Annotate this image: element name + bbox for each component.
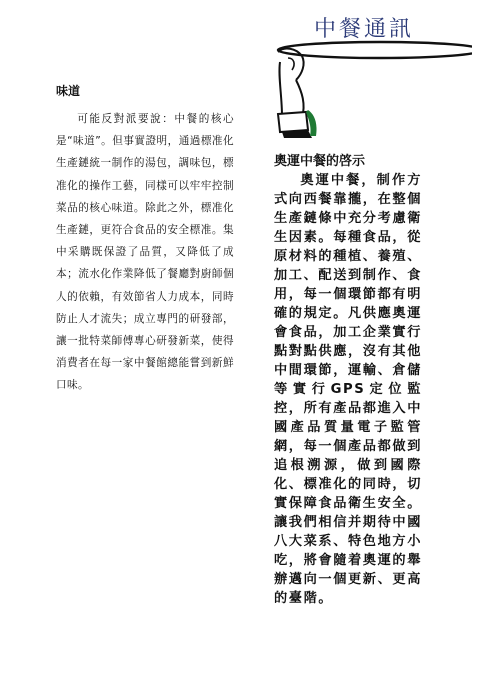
right-article — [274, 150, 422, 608]
left-article-heading: 味道 — [56, 84, 81, 98]
newsletter-title: 中餐通訊 — [314, 17, 415, 42]
newsletter-logo — [262, 6, 472, 138]
right-article-body: 奧運中餐，制作方式向西餐靠攏，在整個生產鏈條中充分考慮衛生因素。每種食品，從原材料的種植、養殖、加工、配送到制作、食用，每一個環節都有明確的規定。凡供應奧運會食品，加工企業實行點對點供應，沒有其他中間環節，運輸、倉儲等實行GPS定位監控，所有產品都進入中國產品質量電子監管網，每一個產品都做到追根溯源，做到國際化、標准化的同時，切實保障食品衛生安全。讓我們相信并期待中國八大菜系、特色地方小吃，將會隨着奧運的舉辦邁向一個更新、更高的臺階。 — [274, 173, 422, 606]
left-article-body: 可能反對派要說：中餐的核心是“味道”。但事實證明，通過標准化生產鏈統一制作的湯包，調味包，標准化的操作工藝，同樣可以牢牢控制菜品的核心味道。除此之外，標准化生產鏈，更符合食品的安全標准。集中采購既保證了品質，又降低了成本；流水化作業降低了餐廳對廚師個人的依賴，有效節省人力成本，同時防止人才流失；成立專門的研發部，讓一批特菜師傅專心研發新菜，使得消費者在每一家中餐館總能嘗到新鮮口味。 — [56, 113, 234, 392]
left-article — [56, 82, 234, 397]
right-article-heading: 奧運中餐的啓示 — [274, 154, 366, 169]
